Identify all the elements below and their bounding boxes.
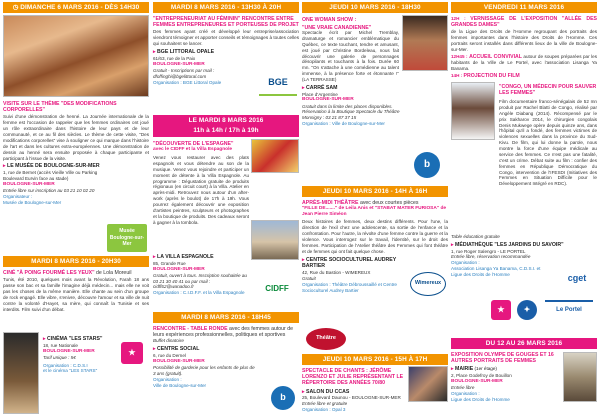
event-title: "UNE VRAIE CANADIENNE" <box>302 25 372 32</box>
event-place: ▸ MÉDIATHÈQUE "LES JARDINS DU SAVOIR" <box>451 242 597 249</box>
event-info: Table éducation gratuite <box>451 234 500 239</box>
date-header: LE MARDI 8 MARS 2016 11h à 14h / 17h à 19h <box>153 115 299 137</box>
event-address: 61/63, rue de la Paix <box>153 55 196 61</box>
event-place: ▸ CENTRE SOCIOCULTUREL AUDREY BARTIER <box>302 257 400 270</box>
event-city: BOULOGNE-SUR-MER <box>3 181 55 187</box>
event-description: Deux histoires de femmes, deux destins différents. Pour l'une, la direction de l'exil chez une adolescente, sa sortie de l'enfance et la confrontation. Pour l'autre, la révolte d'une femme contre la guerre et la violence. Vous interrogez sur le travail, l'identité, sur le droit des femmes. Participation de l'Atelier théâtre des Femmes qui font théâtre et de femmes qui ont fait quelque chose. <box>302 219 448 254</box>
event-description: Film documentaire franco-sénégalais de 52 mn produit par Rachel Blatti de Congo, réalisé par Angèle Diabang (2014). Récompensé par le prix Sakharov 2014, le chirurgien congolais Denis Mukwege opère depuis quinze ans, dans l'hôpital qu'il a fondé, des femmes victimes de violences sexuelles dans la province du Sud-Kivu. De film, qui lui donne la parole, nous montre la force d'une équipe médicale au service des femmes. Ce n'est pas une fatalité, c'est un crime. Débat suite au film : confier des femmes en République Démocratique du Congo, intervention de l'IFESDI (Initiatives des Femmes en Situation Difficile pour le Développement Intégré en RDC). <box>499 99 597 187</box>
date-header: ◷ DIMANCHE 6 MARS 2016 - DÈS 14H30 <box>3 2 149 13</box>
event-organizer: Organisation : Théâtre Débroussaillé et Centre Socioculturel Audrey Bartier <box>302 281 397 293</box>
event-city: BOULOGNE-SUR-MER <box>451 379 503 384</box>
event-organizer: Organisation : BGE Littoral Opale <box>153 79 222 85</box>
event-description: autour de soupes préparées par les habitants de la Ville de Le Portel, avec l'association Lisanga Ya Banama. <box>451 53 598 72</box>
henna-hands-photo <box>3 15 149 97</box>
date-header: JEUDI 10 MARS 2016 - 18H30 <box>302 2 448 13</box>
event-title: VISITE SUR LE THÈME "DES MODIFICATIONS CORPORELLES" <box>3 101 117 114</box>
event-organizer: Organisation : Opal 3 <box>302 407 346 413</box>
event-place: ▸ LA VILLA ESPAGNOLE <box>153 254 249 261</box>
singers-photo <box>408 366 448 402</box>
event-address: 18, rue Nationale <box>43 342 78 348</box>
doctor-photo <box>451 82 495 140</box>
cidff-logo: CIDFF <box>265 283 289 293</box>
event-title: ACCUEIL CONVIVIAL <box>469 53 522 60</box>
clock-icon: ◷ <box>12 4 21 11</box>
event-info: Gratuit <box>302 275 316 281</box>
event-title: VERNISSAGE DE L'EXPOSITION "ALLÉE DES GRANDES DAMES" <box>451 16 597 29</box>
boulogne-logo-icon: b <box>414 152 440 178</box>
event-info: Gratuit - Inscriptions par mail : dfoffinghi@bgelittoral.com <box>153 67 215 79</box>
event-place: ▸ CINÉMA "LES STARS" <box>43 336 149 343</box>
event-info: Entrée libre et gratuite <box>302 401 348 407</box>
event-organizer: Organisation : Ville de Boulogne-sur-Mer <box>153 376 207 388</box>
event-description: Suivi d'une démonstration de henné. La Journée internationale de la femme est l'occasion de rappeler que les femmes ordinaires ont joué un rôle extraordinaire dans l'histoire de leur pays et de leur communauté, et ce au fil des siècles. Le thème de cette visite, "Des modifications corporelles" vise à souligner ce qui marque dans l'histoire de l'art et dans les cultures extra-européennes. Une démonstration de dessin au henné sera ensuite proposée à chaque participante et participant à l'issue de la visite. <box>3 114 149 161</box>
event-title: ONE WOMAN SHOW : <box>302 17 357 23</box>
event-time: 12H : <box>451 16 466 21</box>
event-title: PROJECTION DU FILM <box>463 72 520 79</box>
theatre-logo: Théâtre <box>306 328 346 350</box>
event-description: Spectacle écrit par Michel Tremblay, dramaturge et romancier emblématique du Québec, ce texte touchant, tendre et amusant, est joué par Christine Bordeleau, nous fait découvrir une galerie de personnages désopilants et touchants à la fois. Durée 60 mn. "On s'attache à une comédienne au talent immense, à la présence forte et étonnante !" (LA TERRASSE) <box>302 30 399 82</box>
event-info: Gratuit dans la limite des places disponibles. Réservation à la Boutique Spectacle du Théâtre Monsigny : 03 21 87 37 15 <box>302 103 400 121</box>
event-city: BOULOGNE-SUR-MER <box>153 266 205 272</box>
column-1: ◷ DIMANCHE 6 MARS 2016 - DÈS 14H30 VISITE SUR LE THÈME "DES MODIFICATIONS CORPORELLES" Suivi d'une démonstration de henné. La Journée internationale de la femme est l'occasion de rappeler que les femmes ordinaires ont joué un rôle extraordinaire dans l'histoire de leur pays et de leur communauté, et ce au fil des siècles. Le thème de cette visite, "Des modifications corporelles" vise à souligner ce qui marque dans l'histoire de l'art et dans les cultures extra-européennes. Une démonstration de dessin au henné sera ensuite proposée à chaque participante et participant à l'issue de la visite. ▸ LE MUSÉE DE BOULOGNE-SUR-MER 1, rue de Bernet (accès Vieille Ville ou Parking Boulevard Eurvin face au stade) BOULOGNE-SUR-MER Entrée libre sur inscription au 03 21 10 02 20 Organisateur : Musée de Boulogne-sur-Mer Musée Boulogne-sur-Mer MARDI 8 MARS 2016 - 20H30 CINÉ "À POING FOURMÉ LES YEUX" de Lola Moreuil Tunis, été 2010, quelques mois avant la Révolution, Farah 18 ans passe son bac et sa famille l'imagine déjà médecin... mais elle ne voit pas les choses de la même manière. Elle chante au sein d'un groupe de rock engagé. Elle vibre, s'enivre, découvre l'amour et sa ville de nuit contre la volonté d'Hayet, sa mère, qui connaît la Tunisie et ses interdits. Film suivi d'un débat. ▸ CINÉMA "LES STARS" 18, rue Nationale BOULOGNE-SUR-MER Tarif unique : 5€ Organisation : C.D.S.I et le cinéma "LES STARS" ★ <box>3 2 149 13</box>
column-2: MARDI 8 MARS 2016 - 13H30 À 20H "ENTREPRENEURIAT AU FÉMININ" RENCONTRE ENTRE FEMMES ENTREPRENEURES ET PORTEUSES DE PROJET Des femmes ayant créé et développé leur entreprise/association viendront témoigner et apporter conseils et témoignages à toutes celles qui souhaitent se lancer. ▸ BGE LITTORAL OPALE 61/63, rue de la Paix BOULOGNE-SUR-MER Gratuit - Inscriptions par mail : dfoffinghi@bgelittoral.com Organisation : BGE Littoral Opale BGE LE MARDI 8 MARS 2016 11h à 14h / 17h à 19h "DÉCOUVERTE DE L'ESPAGNE" avec le CIDFF et la Villa Espagnole Venez vous restaurer avec des plats espagnols et vous détendre au son de la musique. Venez vous rejoindre et participer un moment de détente à la Villa Espagnole. Au programme : Dégustation gratuite de produits régionaux (en circuit court) à la Villa. Atelier en après-midi. Retrouvez nous autour d'un after-work (après le boulot) de 17h à 19h. Vous pourrez également découvrir une exposition d'artistes peintres, sculpteurs et photographes et la boutique de produits. Des cadeaux seront à gagner à la tombola. ▸ LA VILLA ESPAGNOLE 85, Grande Rue BOULOGNE-SUR-MER Gratuit, ouvert à tous. Inscription souhaitée au 03 21 30 40 41 ou par mail : cidff62@wanadoo.fr Organisation : C.I.D.F.F. et la Villa Espagnole CIDFF MARDI 8 MARS 2016 - 18H45 RENCONTRE - TABLE RONDE avec des femmes autour de leurs expériences professionnelles, politiques et sportives Buffet dinatoire ▸ CENTRE SOCIAL 6, rue du Dernel BOULOGNE-SUR-MER Possibilité de garderie pour les enfants de plus de 3 ans (gratuit). Organisation : Ville de Boulogne-sur-Mer b <box>153 2 299 13</box>
date-header: VENDREDI 11 MARS 2016 <box>451 2 597 13</box>
espagne-photo <box>251 139 299 173</box>
event-place: ▸ CENTRE SOCIAL <box>153 346 255 353</box>
event-title: CINÉ "À POING FOURMÉ LES YEUX" <box>3 270 95 276</box>
event-place: ▸ SALON DU CCAS <box>302 389 406 396</box>
event-city: BOULOGNE-SUR-MER <box>153 61 205 67</box>
musee-logo: Musée Boulogne-sur-Mer <box>107 224 147 252</box>
event-city: BOULOGNE-SUR-MER <box>153 358 205 364</box>
event-description: Venez vous restaurer avec des plats espagnols et vous détendre au son de la musique. Venez vous rejoindre et participer un moment de détente à la Villa Espagnole. Au programme : Dégustation gratuite de produits régionaux (en circuit court) à la Villa. Atelier en après-midi. Retrouvez nous autour d'un after-work (après le boulot) de 17h à 19h. Vous pourrez également découvrir une exposition d'artistes peintres, sculpteurs et photographes et la boutique de produits. Des cadeaux seront à gagner à la tombola. <box>153 155 249 225</box>
date-header: MARDI 8 MARS 2016 - 20H30 <box>3 256 149 267</box>
event-city: BOULOGNE-SUR-MER <box>302 97 354 103</box>
cinema-logo-icon: ★ <box>121 342 143 364</box>
event-address: 25, Boulevard Daunou - BOULOGNE-SUR-MER <box>302 395 401 401</box>
event-description: de la Ligue des Droits de l'Homme regroupant des portraits des femmes importantes dans l'histoire des Droits de l'Homme. Ces portraits seront installés dans différents lieux de la ville de Boulogne-sur-Mer. <box>451 29 597 53</box>
event-info: Entrée libre, réservation recommandée <box>451 254 531 260</box>
event-title: EXPOSITION OLYMPE DE GOUGES ET 16 AUTRES PORTRAITS DE FEMMES <box>451 352 554 365</box>
date-header: DU 12 AU 26 MARS 2016 <box>451 338 597 349</box>
dsi-logo-icon: ★ <box>491 300 511 320</box>
boulogne-logo-icon: b <box>271 386 295 410</box>
cget-logo: cget <box>567 273 587 284</box>
event-info: Gratuit, ouvert à tous. Inscription souhaitée au 03 21 30 40 41 ou par mail : cidff62@wanadoo.fr <box>153 272 247 290</box>
bge-logo: BGE <box>259 72 297 96</box>
ldh-logo-icon: ✦ <box>517 300 537 320</box>
event-info: Entrée libre sur inscription au 03 21 10 02 20 <box>3 188 95 193</box>
date-header: MARDI 8 MARS 2016 - 13H30 À 20H <box>153 2 299 13</box>
event-place: MAIRIE <box>455 366 474 373</box>
event-title: "CONGO, UN MÉDECIN POUR SAUVER LES FEMMES" <box>499 84 597 97</box>
event-subtitle: avec le CIDFF et la Villa Espagnole <box>153 147 233 153</box>
event-organizer: Organisation : Association Lisanga Ya Banama, C.D.S.I. et Ligue des Droits de l'Homme <box>451 260 541 278</box>
event-title: RENCONTRE - TABLE RONDE <box>153 326 228 332</box>
event-organizer: Organisateur : Musée de Boulogne-sur-Mer <box>3 193 62 205</box>
event-title: APRÈS-MIDI THÉÂTRE <box>302 200 359 206</box>
event-city: BOULOGNE-SUR-MER <box>43 348 95 354</box>
date-header: JEUDI 10 MARS 2016 - 15H À 17H <box>302 354 448 365</box>
event-organizer: Organisation : C.D.S.I et le cinéma "LES STARS" <box>43 362 98 374</box>
villa-espagnole-photo <box>251 220 299 260</box>
event-address: 1, rue de Bernet (accès Vieille Ville ou Parking Boulevard Eurvin face au stade) <box>3 170 98 181</box>
film-poster-photo <box>3 332 39 414</box>
event-address: Place d'Argentine <box>302 91 338 97</box>
date-header: JEUDI 10 MARS 2016 - 14H À 16H <box>302 186 448 197</box>
event-organizer: Organisation : Ligue des Droits de l'Homme <box>451 391 510 402</box>
event-title: "DÉCOUVERTE DE L'ESPAGNE" <box>153 141 234 147</box>
wimereux-logo: Wimereux <box>410 272 446 296</box>
event-address: 6, rue du Dernel <box>153 353 186 358</box>
event-subtitle: Buffet dinatoire <box>153 338 184 344</box>
event-description: Des femmes ayant créé et développé leur entreprise/association viendront témoigner et apporter conseils et témoignages à toutes celles qui souhaitent se lancer. <box>153 29 299 47</box>
event-title: "ENTREPRENEURIAT AU FÉMININ" RENCONTRE ENTRE FEMMES ENTREPRENEURES ET PORTEUSES DE PROJET <box>153 16 299 29</box>
event-subtitle: "FILLE DE......." de Leila Anis et "STABAT MATER FURIOSA" de Jean Pierre Siméon <box>302 206 447 218</box>
event-organizer: Organisation : C.I.D.F.F. et la Villa Espagnole <box>153 290 245 296</box>
event-address: 2, Place Godefroy de Bouillon <box>451 373 512 379</box>
event-address: 1, rue Roger Salengro - LE PORTEL <box>451 248 526 254</box>
event-place: ▸ BGE LITTORAL OPALE <box>153 49 255 56</box>
event-title: SPECTACLE DE CHANTS : JÉRÔME LORENZO ET JULIE REPRÉSENTANT LE RÉPERTOIRE DES ANNÉES 70/80 <box>302 368 404 387</box>
column-4: VENDREDI 11 MARS 2016 12H : VERNISSAGE DE L'EXPOSITION "ALLÉE DES GRANDES DAMES" de la Ligue des Droits de l'Homme regroupant des portraits des femmes importantes dans l'histoire des Droits de l'Homme. Ces portraits seront installés dans différents lieux de la ville de Boulogne-sur-Mer. 12H45 : ACCUEIL CONVIVIAL autour de soupes préparées par les habitants de la Ville de Le Portel, avec l'association Lisanga Ya Banama. 14H : PROJECTION DU FILM "CONGO, UN MÉDECIN POUR SAUVER LES FEMMES" Film documentaire franco-sénégalais de 52 mn produit par Rachel Blatti de Congo, réalisé par Angèle Diabang (2014). Récompensé par le prix Sakharov 2014, le chirurgien congolais Denis Mukwege opère depuis quinze ans, dans l'hôpital qu'il a fondé, des femmes victimes de violences sexuelles dans la province du Sud-Kivu. De film, qui lui donne la parole, nous montre la force d'une équipe médicale au service des femmes. Ce n'est pas une fatalité, c'est un crime. Débat suite au film : confier des femmes en République Démocratique du Congo, intervention de l'IFESDI (Initiatives des Femmes en Situation Difficile pour le Développement Intégré en RDC). Table éducation gratuite ▸ MÉDIATHÈQUE "LES JARDINS DU SAVOIR" 1, rue Roger Salengro - LE PORTEL Entrée libre, réservation recommandée Organisation : Association Lisanga Ya Banama, C.D.S.I. et Ligue des Droits de l'Homme cget ★ ✦ Le Portel DU 12 AU 26 MARS 2016 EXPOSITION OLYMPE DE GOUGES ET 16 AUTRES PORTRAITS DE FEMMES ▸ MAIRIE (1er étage) 2, Place Godefroy de Bouillon BOULOGNE-SUR-MER Entrée libre Organisation : Ligue des Droits de l'Homme <box>451 2 597 13</box>
date-header: MARDI 8 MARS 2016 - 18H45 <box>153 312 299 323</box>
event-time: 12H45 : <box>451 53 468 59</box>
event-address: 42, Rue du Bastion - WIMEREUX <box>302 270 371 276</box>
event-organizer: Organisation : Ville de Boulogne-sur-Mer <box>302 121 385 127</box>
event-time: 14H : <box>451 72 463 78</box>
event-address: 85, Grande Rue <box>153 260 186 266</box>
le-portel-logo: Le Portel <box>545 300 593 320</box>
event-info: Possibilité de garderie pour les enfants de plus de 3 ans (gratuit). <box>153 365 255 376</box>
column-3: JEUDI 10 MARS 2016 - 18H30 ONE WOMAN SHOW : "UNE VRAIE CANADIENNE" Spectacle écrit par Michel Tremblay, dramaturge et romancier emblématique du Québec, ce texte touchant, tendre et amusant, est joué par Christine Bordeleau, nous fait découvrir une galerie de personnages désopilants et touchants à la fois. Durée 60 mn. "On s'attache à une comédienne au talent immense, à la présence forte et étonnante !" (LA TERRASSE) ▸ CARRÉ SAM Place d'Argentine BOULOGNE-SUR-MER Gratuit dans la limite des places disponibles. Réservation à la Boutique Spectacle du Théâtre Monsigny : 03 21 87 37 15 Organisation : Ville de Boulogne-sur-Mer b JEUDI 10 MARS 2016 - 14H À 16H APRÈS-MIDI THÉÂTRE avec deux courtes pièces "FILLE DE......." de Leila Anis et "STABAT MATER FURIOSA" de Jean Pierre Siméon Deux histoires de femmes, deux destins différents. Pour l'une, la direction de l'exil chez une adolescente, sa sortie de l'enfance et la confrontation. Pour l'autre, la révolte d'une femme contre la guerre et la violence. Vous interrogez sur le travail, l'identité, sur le droit des femmes. Participation de l'Atelier théâtre des Femmes qui font théâtre et de femmes qui ont fait quelque chose. ▸ CENTRE SOCIOCULTUREL AUDREY BARTIER 42, Rue du Bastion - WIMEREUX Gratuit Organisation : Théâtre Débroussaillé et Centre Socioculturel Audrey Bartier Wimereux Théâtre JEUDI 10 MARS 2016 - 15H À 17H SPECTACLE DE CHANTS : JÉRÔME LORENZO ET JULIE REPRÉSENTANT LE RÉPERTOIRE DES ANNÉES 70/80 ▸ SALON DU CCAS 25, Boulevard Daunou - BOULOGNE-SUR-MER Entrée libre et gratuite Organisation : Opal 3 <box>302 2 448 13</box>
event-place: ▸ CARRÉ SAM <box>302 85 402 92</box>
event-place: ▸ LE MUSÉE DE BOULOGNE-SUR-MER <box>3 163 149 170</box>
event-price: Tarif unique : 5€ <box>43 354 76 360</box>
olympe-portrait-photo <box>563 352 597 402</box>
event-description: Tunis, été 2010, quelques mois avant la Révolution, Farah 18 ans passe son bac et sa famille l'imagine déjà médecin... mais elle ne voit pas les choses de la même manière. Elle chante au sein d'un groupe de rock engagé. Elle vibre, s'enivre, découvre l'amour et sa ville de nuit contre la volonté d'Hayet, sa mère, qui connaît la Tunisie et ses interdits. Film suivi d'un débat. <box>3 277 149 312</box>
event-info: Entrée libre <box>451 385 475 391</box>
